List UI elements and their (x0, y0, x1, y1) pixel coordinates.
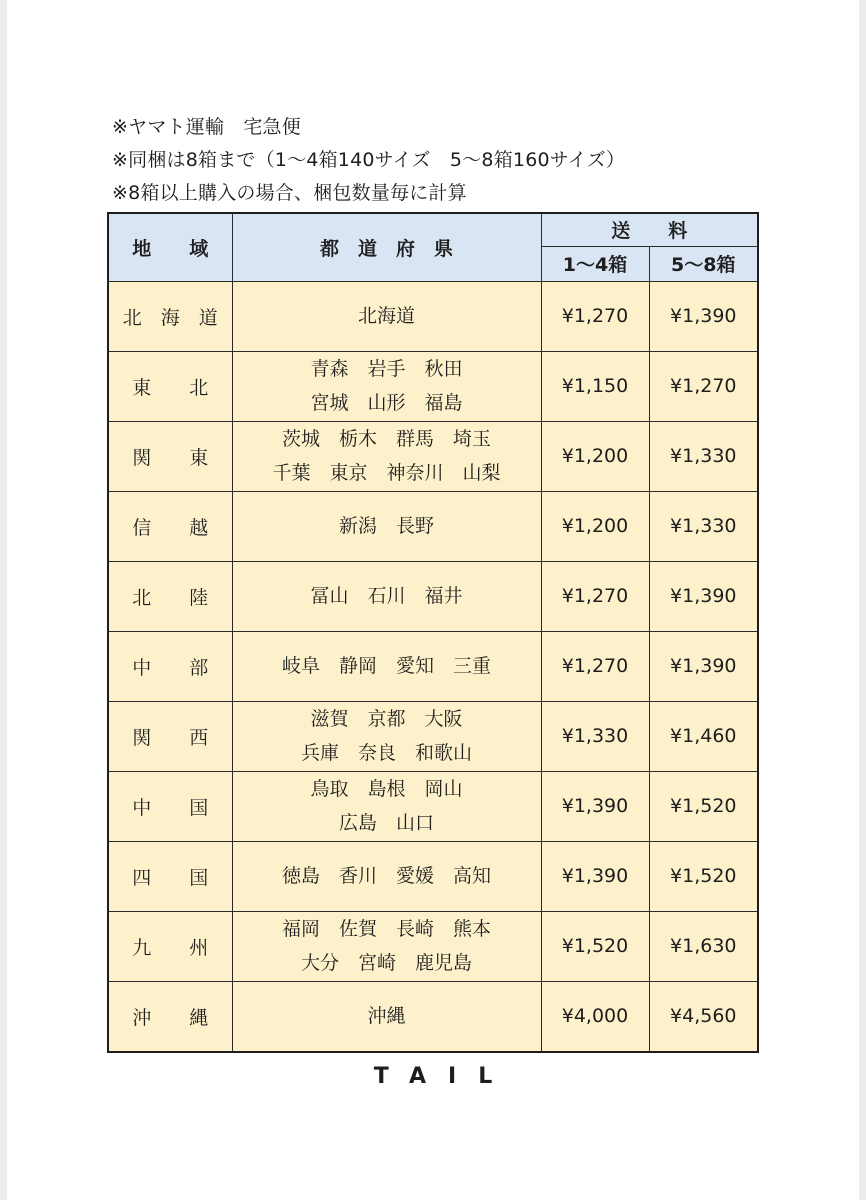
table-row (108, 911, 758, 981)
region-cell: 関 西 (108, 701, 232, 771)
price-1-4-cell: ¥1,200 (541, 491, 649, 561)
price-1-4-cell: ¥1,390 (541, 771, 649, 841)
price-5-8-cell: ¥1,390 (649, 281, 758, 351)
region-cell: 中 国 (108, 771, 232, 841)
page-edge-left (0, 0, 7, 1200)
region-cell: 信 越 (108, 491, 232, 561)
note-over-eight: ※8箱以上購入の場合、梱包数量毎に計算 (112, 182, 467, 204)
prefecture-line: 新潟 長野 (338, 515, 434, 537)
price-5-8-cell: ¥1,330 (649, 491, 758, 561)
prefectures-cell (232, 351, 541, 421)
price-5-8-cell: ¥1,630 (649, 911, 758, 981)
price-1-4-cell: ¥1,330 (541, 701, 649, 771)
price-5-8-cell: ¥1,330 (649, 421, 758, 491)
prefecture-line: 宮城 山形 福島 (310, 392, 463, 414)
footer-brand: TAIL (373, 1064, 515, 1089)
prefectures-cell (232, 701, 541, 771)
price-1-4-cell: ¥1,270 (541, 631, 649, 701)
note-carrier: ※ヤマト運輸 宅急便 (112, 116, 301, 138)
prefecture-line: 兵庫 奈良 和歌山 (300, 742, 472, 764)
header-5-8-boxes: 5〜8箱 (649, 246, 758, 281)
table-row (108, 701, 758, 771)
header-region: 地 域 (108, 213, 232, 281)
region-cell: 中 部 (108, 631, 232, 701)
header-1-4-boxes: 1〜4箱 (541, 246, 649, 281)
price-1-4-cell: ¥1,270 (541, 561, 649, 631)
price-5-8-cell: ¥1,520 (649, 771, 758, 841)
prefectures-cell (232, 631, 541, 701)
price-1-4-cell: ¥1,200 (541, 421, 649, 491)
table-row (108, 351, 758, 421)
table-row (108, 421, 758, 491)
price-5-8-cell: ¥1,520 (649, 841, 758, 911)
region-cell: 九 州 (108, 911, 232, 981)
region-cell: 沖 縄 (108, 981, 232, 1052)
shipping-rate-table (107, 212, 759, 1053)
prefecture-line: 青森 岩手 秋田 (310, 358, 463, 380)
prefecture-line: 岐阜 静岡 愛知 三重 (281, 655, 491, 677)
price-5-8-cell: ¥1,390 (649, 631, 758, 701)
prefecture-line: 北海道 (357, 305, 415, 327)
prefecture-line: 徳島 香川 愛媛 高知 (281, 865, 491, 887)
region-cell: 東 北 (108, 351, 232, 421)
prefectures-cell (232, 281, 541, 351)
prefecture-line: 福岡 佐賀 長崎 熊本 (281, 918, 491, 940)
table-row (108, 561, 758, 631)
prefectures-cell (232, 911, 541, 981)
table-row (108, 771, 758, 841)
page-edge-right (859, 0, 866, 1200)
prefecture-line: 冨山 石川 福井 (310, 585, 463, 607)
prefectures-cell (232, 981, 541, 1052)
prefecture-line: 鳥取 島根 岡山 (310, 778, 463, 800)
region-cell: 関 東 (108, 421, 232, 491)
price-1-4-cell: ¥1,270 (541, 281, 649, 351)
prefectures-cell (232, 841, 541, 911)
table-row (108, 631, 758, 701)
table-row (108, 841, 758, 911)
region-cell: 北 陸 (108, 561, 232, 631)
note-bundle-limit: ※同梱は8箱まで（1〜4箱140サイズ 5〜8箱160サイズ） (112, 149, 626, 171)
prefectures-cell (232, 771, 541, 841)
prefecture-line: 滋賀 京都 大阪 (310, 708, 463, 730)
price-5-8-cell: ¥4,560 (649, 981, 758, 1052)
header-shipping: 送 料 (541, 213, 758, 246)
price-1-4-cell: ¥4,000 (541, 981, 649, 1052)
prefectures-cell (232, 491, 541, 561)
region-cell: 四 国 (108, 841, 232, 911)
price-5-8-cell: ¥1,270 (649, 351, 758, 421)
prefecture-line: 大分 宮崎 鹿児島 (300, 952, 472, 974)
table-row (108, 281, 758, 351)
prefecture-line: 千葉 東京 神奈川 山梨 (272, 462, 501, 484)
table-row (108, 491, 758, 561)
header-prefectures: 都 道 府 県 (232, 213, 541, 281)
price-1-4-cell: ¥1,390 (541, 841, 649, 911)
prefectures-cell (232, 421, 541, 491)
prefecture-line: 広島 山口 (338, 812, 434, 834)
price-1-4-cell: ¥1,520 (541, 911, 649, 981)
region-cell: 北 海 道 (108, 281, 232, 351)
price-5-8-cell: ¥1,460 (649, 701, 758, 771)
prefectures-cell (232, 561, 541, 631)
shipping-notes (112, 111, 625, 210)
prefecture-line: 茨城 栃木 群馬 埼玉 (281, 428, 491, 450)
prefecture-line: 沖縄 (367, 1005, 406, 1027)
table-row (108, 981, 758, 1052)
price-5-8-cell: ¥1,390 (649, 561, 758, 631)
rate-table-body (108, 281, 758, 1052)
price-1-4-cell: ¥1,150 (541, 351, 649, 421)
